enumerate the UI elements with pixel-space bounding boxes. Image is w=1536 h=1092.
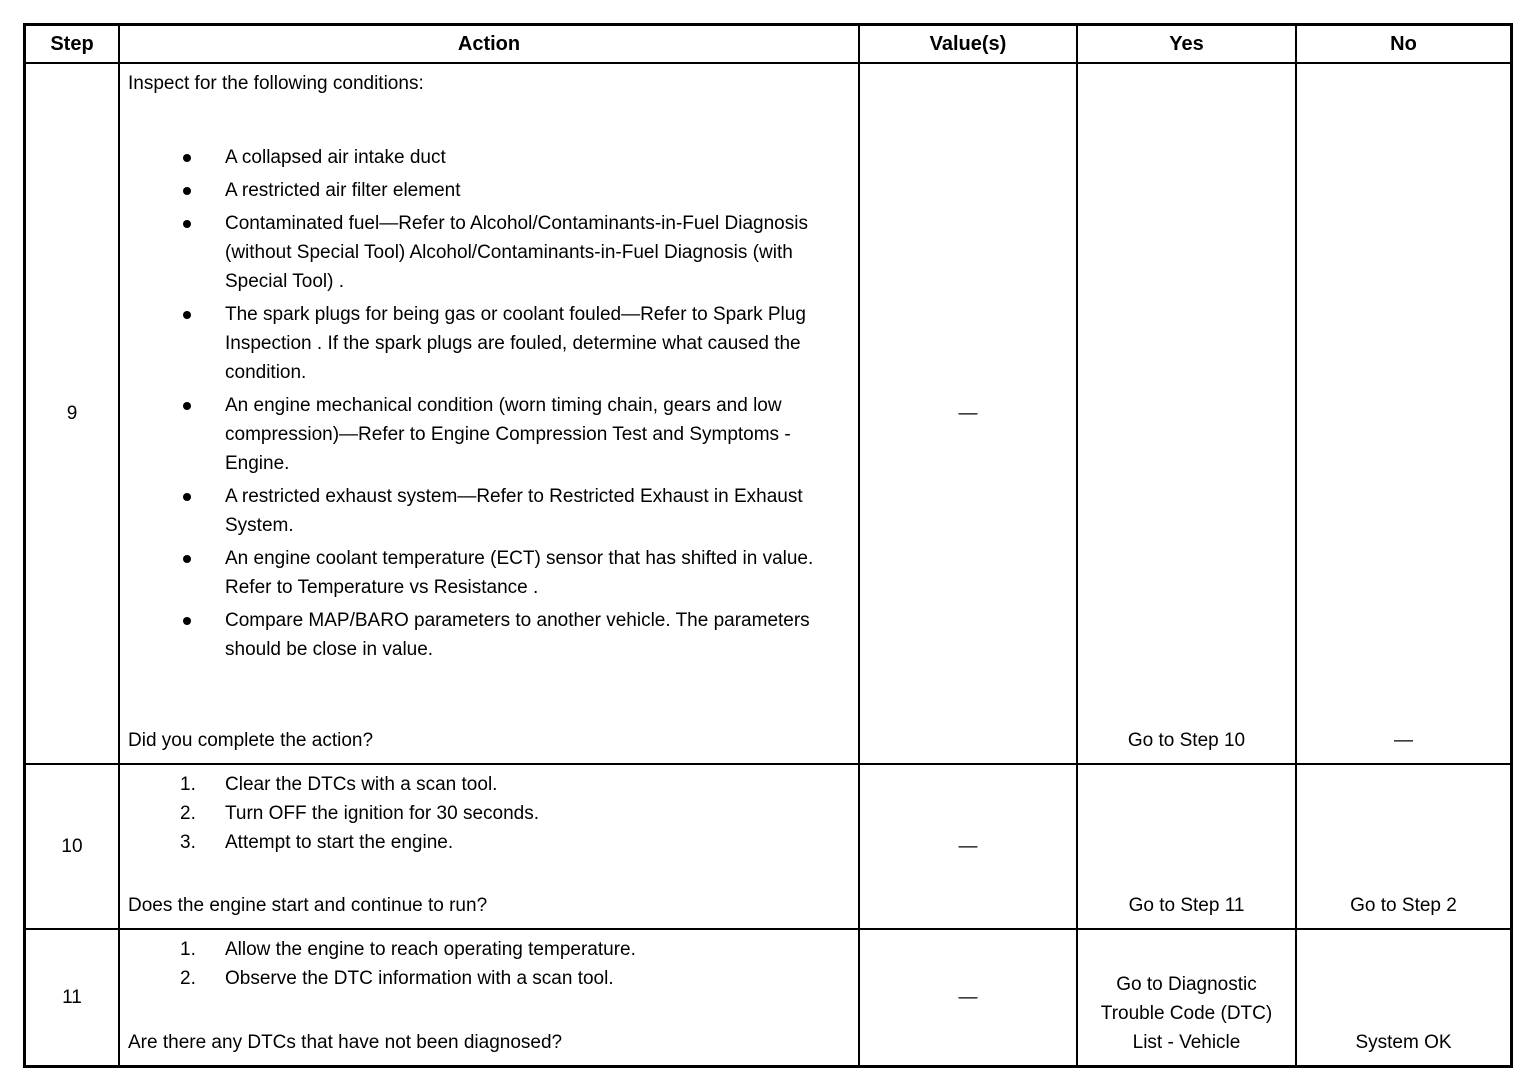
action-question: Did you complete the action? [128, 730, 374, 751]
bullet-item: An engine coolant temperature (ECT) sensor that has shifted in value. Refer to Temperature vs Resistance . [128, 544, 846, 602]
values-cell: — [860, 930, 1078, 1065]
table-row-step-10 [26, 765, 1510, 930]
yes-cell [1078, 64, 1297, 765]
no-text: Go to Step 2 [1350, 895, 1457, 916]
action-bullet-list [128, 143, 846, 668]
step-number-cell: 9 [26, 64, 120, 765]
numbered-item: Allow the engine to reach operating temperature. [225, 939, 636, 960]
header-step: Step [26, 26, 120, 64]
action-cell [120, 930, 860, 1065]
header-values: Value(s) [860, 26, 1078, 64]
diagnostic-table [23, 23, 1513, 1068]
yes-text: Go to Step 11 [1128, 895, 1245, 916]
yes-cell [1078, 930, 1297, 1065]
no-cell [1297, 930, 1510, 1065]
values-cell: — [860, 64, 1078, 765]
numbered-item: Attempt to start the engine. [225, 832, 454, 853]
bullet-item: A restricted exhaust system—Refer to Restricted Exhaust in Exhaust System. [128, 482, 846, 540]
yes-text: Go to Diagnostic Trouble Code (DTC) List - Vehicle [1100, 974, 1273, 1053]
table-row-step-11 [26, 930, 1510, 1065]
bullet-item: A collapsed air intake duct [128, 143, 846, 172]
step-number-cell: 11 [26, 930, 120, 1065]
action-numbered-list [128, 935, 846, 993]
header-yes: Yes [1078, 26, 1297, 64]
no-text: System OK [1355, 1032, 1452, 1053]
bullet-item: A restricted air filter element [128, 176, 846, 205]
action-question: Does the engine start and continue to run? [128, 895, 488, 916]
numbered-item: Clear the DTCs with a scan tool. [225, 774, 498, 795]
values-cell: — [860, 765, 1078, 930]
header-action: Action [120, 26, 860, 64]
header-no: No [1297, 26, 1510, 64]
action-intro: Inspect for the following conditions: [128, 73, 424, 94]
step-number-cell: 10 [26, 765, 120, 930]
numbered-item: Turn OFF the ignition for 30 seconds. [225, 803, 540, 824]
yes-text: Go to Step 10 [1127, 730, 1246, 751]
action-question: Are there any DTCs that have not been diagnosed? [128, 1032, 563, 1053]
header-row [26, 26, 1510, 64]
yes-cell [1078, 765, 1297, 930]
no-cell [1297, 765, 1510, 930]
action-cell [120, 64, 860, 765]
action-cell [120, 765, 860, 930]
bullet-item: Compare MAP/BARO parameters to another vehicle. The parameters should be close in value. [128, 606, 846, 664]
bullet-item: An engine mechanical condition (worn timing chain, gears and low compression)—Refer to Engine Compression Test and Symptoms - Engine. [128, 391, 846, 478]
numbered-item: Observe the DTC information with a scan tool. [225, 968, 614, 989]
bullet-item: The spark plugs for being gas or coolant fouled—Refer to Spark Plug Inspection . If the spark plugs are fouled, determine what caused the condition. [128, 300, 846, 387]
table-row-step-9 [26, 64, 1510, 765]
action-numbered-list [128, 770, 846, 857]
no-cell [1297, 64, 1510, 765]
bullet-item: Contaminated fuel—Refer to Alcohol/Contaminants-in-Fuel Diagnosis (without Special Tool) Alcohol/Contaminants-in-Fuel Diagnosis (with Special Tool) . [128, 209, 846, 296]
no-text: — [1394, 730, 1413, 751]
